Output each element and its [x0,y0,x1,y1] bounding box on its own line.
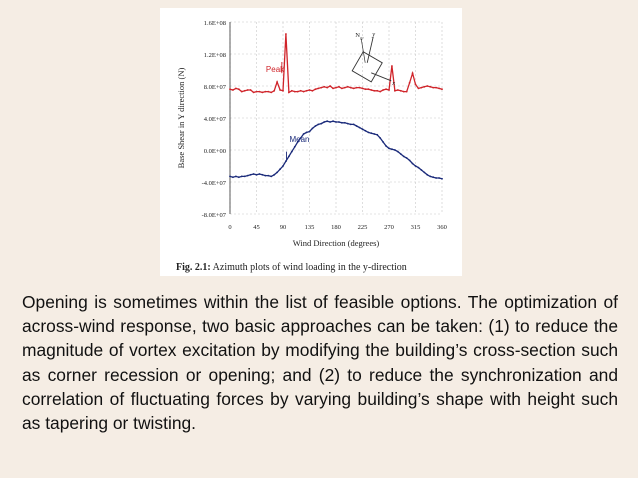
data-point-peak [353,88,355,90]
figure-caption [176,262,476,273]
data-point-peak [423,86,425,88]
data-point-mean [229,176,231,178]
data-point-mean [291,151,293,153]
y-axis-label: Base Shear in Y direction (N) [176,67,186,169]
data-point-mean [435,177,437,179]
data-point-peak [267,91,269,93]
data-point-mean [409,160,411,162]
data-point-mean [273,174,275,176]
data-point-mean [403,156,405,158]
data-point-mean [247,175,249,177]
x-axis-label: Wind Direction (degrees) [292,238,380,248]
data-point-peak [291,90,293,92]
data-point-peak [279,89,281,91]
data-point-peak [356,87,358,89]
data-point-peak [438,88,440,90]
data-point-mean [365,130,367,132]
data-point-peak [347,86,349,88]
data-point-mean [388,148,390,150]
data-point-mean [244,176,246,178]
north-arrow [361,39,365,63]
x-axis-inset-label: x [392,79,396,87]
data-point-mean [250,174,252,176]
data-point-mean [382,141,384,143]
data-point-peak [409,82,411,84]
data-point-mean [238,176,240,178]
data-point-peak [306,90,308,92]
data-point-peak [329,85,331,87]
data-point-peak [335,87,337,89]
data-point-peak [397,89,399,91]
data-point-mean [379,137,381,139]
data-point-peak [297,91,299,93]
y-axis-inset-label: y [372,30,376,38]
y-tick-label: 8.0E+07 [203,84,226,91]
data-point-peak [365,88,367,90]
data-point-mean [429,176,431,178]
data-point-peak [303,91,305,93]
data-point-peak [341,88,343,90]
data-point-mean [294,146,296,148]
y-tick-label: -4.0E+07 [201,180,226,187]
data-point-peak [403,91,405,93]
data-point-peak [432,87,434,89]
data-point-peak [232,89,234,91]
data-point-mean [438,177,440,179]
data-point-peak [382,89,384,91]
data-point-peak [244,90,246,92]
series-label-peak: Peak [265,65,285,74]
caption-label: Fig. 2.1: [176,262,211,273]
data-point-mean [418,167,420,169]
data-point-mean [332,120,334,122]
azimuth-chart [160,8,462,268]
data-point-mean [285,160,287,162]
data-point-mean [264,175,266,177]
data-point-peak [250,89,252,91]
y-direction-arrow [367,37,373,63]
data-point-mean [400,153,402,155]
data-point-peak [373,90,375,92]
caption-text: Azimuth plots of wind loading in the y-direction [210,262,407,273]
data-point-peak [418,88,420,90]
data-point-mean [420,169,422,171]
data-point-peak [406,91,408,93]
data-point-mean [326,120,328,122]
data-point-mean [309,131,311,133]
data-point-peak [323,86,325,88]
x-tick-label: 135 [304,224,315,231]
data-point-peak [276,81,278,83]
data-point-peak [415,84,417,86]
data-point-mean [350,124,352,126]
data-point-mean [394,149,396,151]
data-point-peak [359,87,361,89]
data-point-peak [317,88,319,90]
data-point-peak [338,86,340,88]
figure [160,8,462,276]
data-point-peak [350,87,352,89]
data-point-mean [241,176,243,178]
data-point-mean [232,176,234,178]
y-tick-label: 1.6E+08 [203,20,226,27]
data-point-mean [347,123,349,125]
data-point-mean [441,178,443,180]
y-tick-label: 0.0E+00 [203,148,226,155]
data-point-mean [314,125,316,127]
data-point-peak [326,87,328,89]
data-point-mean [359,127,361,129]
data-point-mean [253,173,255,175]
body-paragraph: Opening is sometimes within the list of feasible options. The optimization of across-wind response, two basic approaches can be taken: (1) to reduce the magnitude of vortex excitation by modifying the building’s cross-section such as corner recession or opening; and (2) to reduce the synchronization and correlation of fluctuating forces by varying building’s shape with height such as tapering or twisting. [22,292,618,434]
data-point-mean [356,125,358,127]
data-point-peak [229,88,231,90]
y-tick-label: 1.2E+08 [203,52,226,59]
data-point-peak [412,72,414,74]
data-point-peak [394,90,396,92]
data-point-peak [362,88,364,90]
x-tick-label: 360 [437,224,447,231]
y-tick-label: -8.0E+07 [201,212,226,219]
data-point-mean [370,132,372,134]
data-point-peak [235,88,237,90]
data-point-peak [379,91,381,93]
data-point-peak [435,87,437,89]
data-point-peak [238,88,240,90]
data-point-peak [261,92,263,94]
data-point-peak [309,89,311,91]
data-point-mean [259,173,261,175]
x-tick-label: 90 [279,224,287,231]
data-point-mean [362,128,364,130]
data-point-peak [312,90,314,92]
data-point-mean [306,132,308,134]
data-point-peak [332,88,334,90]
data-point-peak [314,88,316,90]
data-point-mean [279,168,281,170]
data-point-mean [235,176,237,178]
data-point-peak [241,91,243,93]
x-tick-label: 315 [410,224,421,231]
data-point-peak [426,85,428,87]
data-point-mean [344,122,346,124]
data-point-peak [429,86,431,88]
data-point-mean [385,145,387,147]
data-point-mean [267,175,269,177]
data-point-mean [423,172,425,174]
data-point-peak [388,89,390,91]
x-tick-label: 270 [384,224,394,231]
data-point-peak [264,91,266,93]
data-point-peak [300,90,302,92]
data-point-mean [415,165,417,167]
data-point-peak [253,92,255,94]
data-point-peak [441,88,443,90]
data-point-mean [282,165,284,167]
data-point-mean [256,174,258,176]
data-point-peak [288,92,290,94]
data-point-peak [367,88,369,90]
data-point-mean [376,134,378,136]
data-point-peak [320,87,322,89]
data-point-mean [276,172,278,174]
data-point-mean [426,174,428,176]
x-tick-label: 45 [253,224,260,231]
data-point-peak [273,90,275,92]
data-point-peak [282,90,284,92]
data-point-mean [270,176,272,178]
data-point-peak [270,92,272,94]
data-point-peak [285,33,287,35]
data-point-mean [320,123,322,125]
x-tick-label: 180 [331,224,341,231]
data-point-peak [294,91,296,93]
data-point-peak [256,91,258,93]
data-point-mean [323,121,325,123]
data-point-mean [432,176,434,178]
data-point-mean [338,121,340,123]
data-point-mean [335,121,337,123]
series-label-mean: Mean [289,135,310,144]
data-point-peak [259,91,261,93]
x-tick-label: 225 [357,224,368,231]
data-point-peak [391,65,393,67]
data-point-mean [367,132,369,134]
data-point-peak [376,90,378,92]
data-point-peak [400,90,402,92]
y-tick-label: 4.0E+07 [203,116,226,123]
north-sub-label: 0° [360,35,364,41]
data-point-mean [329,121,331,123]
data-point-mean [261,174,263,176]
data-point-mean [391,148,393,150]
building-square [352,52,382,82]
data-point-peak [420,87,422,89]
data-point-mean [406,157,408,159]
data-point-mean [288,156,290,158]
data-point-mean [412,163,414,165]
data-point-mean [312,128,314,130]
data-point-mean [373,133,375,135]
data-point-peak [247,89,249,91]
data-point-peak [344,87,346,89]
data-point-peak [385,88,387,90]
x-tick-label: 0 [228,224,232,231]
north-label: N [355,31,360,39]
data-point-mean [341,122,343,124]
data-point-mean [397,151,399,153]
data-point-peak [370,89,372,91]
data-point-mean [317,124,319,126]
data-point-mean [353,124,355,126]
